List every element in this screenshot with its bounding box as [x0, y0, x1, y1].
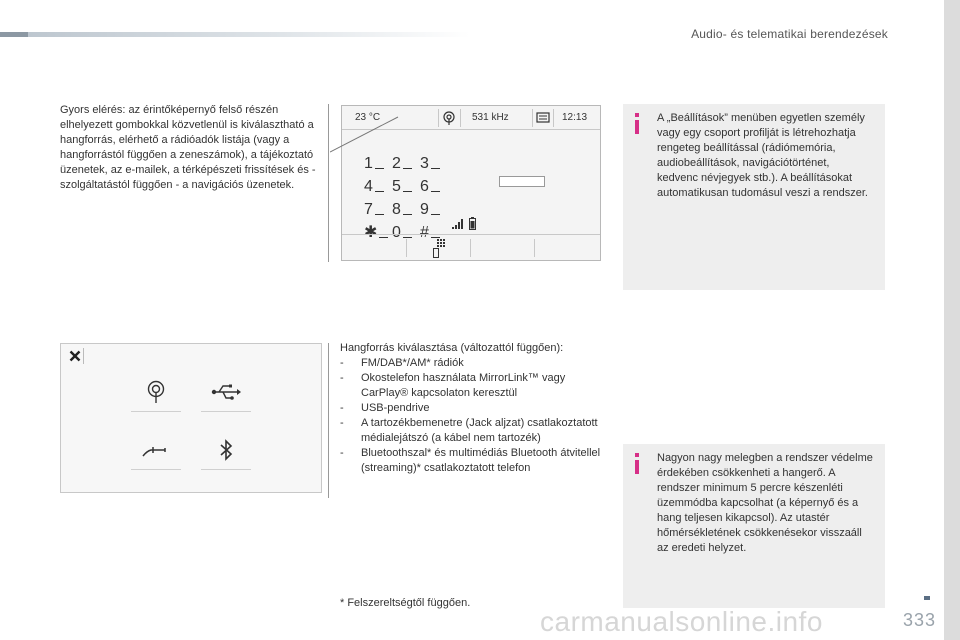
list-item: - Bluetoothszal* és multimédiás Bluetooth átvitellel (streaming)* csatlakoztatott telefon: [340, 447, 601, 474]
list-item: - A tartozékbemenetre (Jack aljzat) csatlakoztatott médialejátszó (a kábel nem tartozék): [340, 417, 598, 444]
antenna-icon: [146, 380, 166, 404]
info-box-temperature: [623, 444, 885, 608]
keypad-key[interactable]: #: [420, 219, 448, 242]
page-header-title: Audio- és telematikai berendezések: [691, 27, 888, 41]
info-box-text: Nagyon nagy melegben a rendszer védelme érdekében csökkenheti a hangerő. A rendszer minimum 5 percre készenléti üzemmódba kapcsolhat (a képernyő és a hang teljesen kikapcsol). Az utastér hőmérsékletének csökkenésekor visszaáll az eredeti helyzet.: [657, 452, 873, 554]
source-selection-panel: [60, 343, 322, 493]
callout-line: [330, 116, 400, 154]
info-icon: [635, 453, 639, 457]
watermark: carmanualsonline.info: [540, 606, 823, 637]
signal-icon: [452, 219, 464, 229]
source-bluetooth-button[interactable]: [201, 430, 251, 470]
header-bar: [0, 32, 470, 37]
list-item: - USB-pendrive: [340, 402, 430, 414]
keypad-key[interactable]: 9: [420, 196, 448, 219]
temperature-readout: 23 °C: [355, 112, 381, 123]
keypad-key[interactable]: ✱: [364, 219, 392, 242]
source-usb-button[interactable]: [201, 372, 251, 412]
screen-bottom-bar: [342, 234, 600, 260]
keypad-key[interactable]: 7: [364, 196, 392, 219]
list-item: - FM/DAB*/AM* rádiók: [340, 357, 464, 369]
usb-icon: [211, 383, 241, 401]
page-edge-strip: [944, 0, 960, 640]
keypad-key[interactable]: 3: [420, 150, 448, 173]
list-item: - Okostelefon használata MirrorLink™ vagy CarPlay® kapcsolaton keresztül: [340, 372, 566, 399]
close-icon[interactable]: [69, 350, 81, 362]
header-bar-accent: [0, 32, 28, 37]
screen-keypad: [364, 150, 448, 242]
jack-icon: [141, 442, 171, 458]
intro-paragraph: Gyors elérés: az érintőképernyő felső részén elhelyezett gombokkal közvetlenül is kiválasztható a hangforrás, elérhető a rádióadók listája (vagy a hangforrástól függően a zeneszámok), a tájékoztató üzenetek, az e-mailek, a térképészeti frissítések és - szolgáltatástól függően - a navigációs üzenetek.: [60, 104, 316, 191]
page-marker: [924, 596, 930, 600]
source-list-title: Hangforrás kiválasztása (változattól függően):: [340, 342, 564, 354]
grid-icon[interactable]: [432, 238, 448, 258]
frequency-readout: 531 kHz: [472, 112, 509, 123]
source-radio-button[interactable]: [131, 372, 181, 412]
keypad-key[interactable]: 2: [392, 150, 420, 173]
keypad-key[interactable]: 1: [364, 150, 392, 173]
keypad-key[interactable]: 8: [392, 196, 420, 219]
antenna-icon[interactable]: [442, 111, 456, 125]
bluetooth-icon: [219, 439, 233, 461]
screen-display-field: [499, 176, 545, 187]
footnote: * Felszereltségtől függően.: [340, 597, 471, 609]
keypad-key[interactable]: 0: [392, 219, 420, 242]
info-box-settings: [623, 104, 885, 290]
info-icon: [635, 113, 639, 117]
keypad-key[interactable]: 4: [364, 173, 392, 196]
column-divider-top: [328, 104, 329, 262]
column-divider-bottom: [328, 343, 329, 498]
source-jack-button[interactable]: [131, 430, 181, 470]
message-icon[interactable]: [536, 112, 550, 124]
keypad-key[interactable]: 5: [392, 173, 420, 196]
keypad-key[interactable]: 6: [420, 173, 448, 196]
source-list: [340, 341, 602, 476]
page-number: 333: [902, 610, 936, 630]
battery-icon: [469, 217, 476, 230]
info-box-text: A „Beállítások” menüben egyetlen személy vagy egy csoport profilját is létrehozhatja rengeteg beállítással (rádiómemória, audiobeállítások, navigációtörténet, kedvenc névjegyek stb.). A beállításokat automatikusan tudomásul veszi a rendszer.: [657, 112, 868, 199]
clock-readout: 12:13: [562, 112, 588, 123]
